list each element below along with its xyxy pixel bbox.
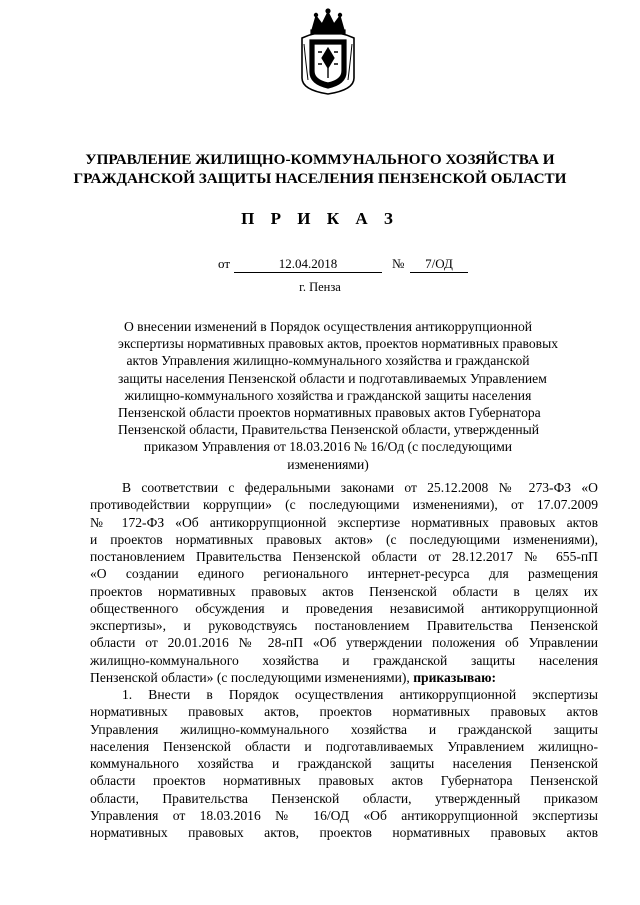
preamble-line: «О создании единого регионального интернет-ресурса для размещения: [90, 566, 598, 582]
subject-line: актов Управления жилищно-коммунального хозяйства и гражданской: [126, 353, 530, 369]
preamble-line: жилищно-коммунального хозяйства и гражданской защиты населения: [90, 652, 598, 668]
preamble-line: постановлением Правительства Пензенской области от 28.12.2017 № 655-пП: [90, 549, 598, 564]
item-line: Управления от 18.03.2016 № 16/ОД «Об антикоррупционной экспертизы: [90, 807, 598, 823]
item-line: Управления жилищно-коммунального хозяйства и гражданской защиты: [90, 721, 598, 737]
preamble-line: проектов нормативных правовых актов Пензенской области в целях их: [90, 583, 598, 599]
subject-line: жилищно-коммунального хозяйства и гражданской защиты населения: [124, 387, 532, 403]
organization-name: [70, 150, 570, 188]
date-number-line: [0, 256, 640, 276]
document-type-title: П Р И К А З: [241, 209, 399, 228]
item-line: коммунального хозяйства и гражданской защиты населения Пензенской: [90, 756, 598, 771]
document-number: 7/ОД: [410, 256, 468, 273]
item-line: нормативных правовых актов, проектов нормативных правовых актов: [90, 704, 598, 720]
preamble-line: № 172-ФЗ «Об антикоррупционной экспертизе нормативных правовых актов: [90, 514, 598, 530]
organization-line: ГРАЖДАНСКОЙ ЗАЩИТЫ НАСЕЛЕНИЯ ПЕНЗЕНСКОЙ ОБЛАСТИ: [73, 170, 567, 187]
document-subject: [118, 318, 559, 473]
item-line: населения Пензенской области и подготавливаемых Управлением жилищно-: [90, 738, 598, 754]
order-word: приказываю:: [413, 669, 496, 685]
item-line: нормативных правовых актов, проектов нормативных правовых актов: [90, 825, 598, 840]
preamble-line: области от 20.01.2016 № 28-пП «Об утверждении положения об Управлении: [90, 635, 598, 651]
subject-line: экспертизы нормативных правовых актов, проектов нормативных правовых: [118, 336, 559, 352]
item-line: области проектов нормативных правовых актов Губернатора Пензенской: [90, 773, 598, 789]
subject-line: О внесении изменений в Порядок осуществления антикоррупционной: [123, 319, 533, 334]
item-line: области, Правительства Пензенской области, утвержденный приказом: [90, 790, 598, 806]
document-body: [90, 479, 598, 841]
document-city: г. Пенза: [299, 280, 341, 294]
preamble-line: и проектов нормативных правовых актов» (с последующими изменениями),: [90, 531, 598, 547]
preamble-line: общественного обсуждения и проведения независимой антикоррупционной: [90, 600, 598, 616]
preamble-line: противодействии коррупции» (с последующими изменениями), от 17.07.2009: [90, 497, 598, 513]
preamble-line: экспертизы», и руководствуясь постановлением Правительства Пензенской: [90, 618, 598, 633]
coat-of-arms-emblem: [296, 8, 360, 96]
subject-line: приказом Управления от 18.03.2016 № 16/Од (с последующими: [143, 439, 513, 455]
preamble-line: Пензенской области» (с последующими изменениями),: [90, 669, 410, 685]
item-line: 1. Внести в Порядок осуществления антикоррупционной экспертизы: [122, 687, 598, 702]
subject-line: изменениями): [287, 456, 369, 472]
document-date: 12.04.2018: [234, 256, 382, 273]
preamble-line: В соответствии с федеральными законами от 25.12.2008 № 273-ФЗ «О: [122, 480, 598, 495]
date-prefix: от: [218, 256, 231, 271]
preamble-last-line: [90, 669, 598, 686]
subject-line: Пензенской области, Правительства Пензенской области, утвержденный: [118, 422, 540, 438]
subject-line: Пензенской области проектов нормативных правовых актов Губернатора: [118, 405, 541, 421]
number-prefix: №: [392, 256, 405, 271]
subject-line: защиты населения Пензенской области и подготавливаемых Управлением: [118, 370, 547, 386]
organization-line: УПРАВЛЕНИЕ ЖИЛИЩНО-КОММУНАЛЬНОГО ХОЗЯЙСТВА И: [85, 151, 555, 168]
